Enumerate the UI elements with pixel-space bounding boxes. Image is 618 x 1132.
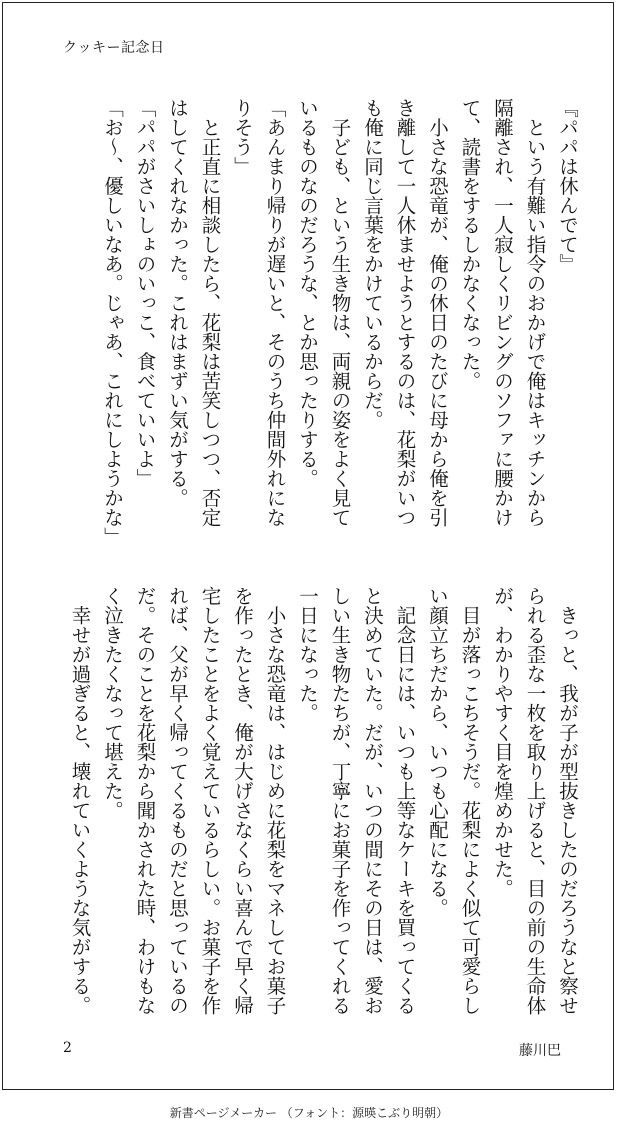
text-line: 記念日には、いつも上等なケーキを買ってくる — [393, 586, 417, 1015]
generator-credit: 新書ページメーカー （フォント：源暎こぶり明朝） — [169, 1106, 449, 1120]
text-line: 隔離され、一人寂しくリビングのソファに腰かけ — [491, 98, 514, 527]
text-line: だ。そのことを花梨から聞かされた時、わけもな — [133, 586, 157, 1015]
text-line: く泣きたくなって堪えた。 — [101, 586, 124, 820]
chapter-title: クッキー記念日 — [63, 40, 165, 56]
text-line: 子ども、という生き物は、両親の姿をよく見て — [328, 98, 352, 527]
text-line: と決めていた。だが、いつの間にその日は、愛お — [361, 586, 384, 1015]
text-line: きっと、我が子が型抜きしたのだろうなと察せ — [556, 586, 579, 1015]
text-block-top — [96, 98, 584, 548]
text-line: られる歪な一枚を取り上げると、目の前の生命体 — [523, 586, 547, 1015]
text-line: 「お〜、優しいなあ。じゃあ、これにしようかな」 — [101, 98, 124, 547]
text-line: 幸せが過ぎると、壊れていくような気がする。 — [68, 586, 92, 1015]
text-line: が、わかりやすく目を煌めかせた。 — [491, 586, 514, 898]
text-line: 『パパは休んでて』 — [556, 98, 579, 274]
text-line: き離して一人休ませようとするのは、花梨がいつ — [393, 98, 417, 527]
text-block-bottom — [63, 586, 583, 1015]
page-number: 2 — [63, 1040, 72, 1056]
text-line: という有難い指令のおかげで俺はキッチンから — [523, 98, 547, 527]
text-line: と正直に相談したら、花梨は苦笑しつつ、否定 — [198, 98, 222, 527]
text-line: を作ったとき、俺が大げさなくらい喜んで早く帰 — [231, 586, 254, 1015]
text-line: 一日になった。 — [296, 586, 319, 723]
text-line: 宅したことをよく覚えているらしい。お菓子を作 — [198, 586, 222, 1015]
text-line: 「あんまり帰りが遅いと、そのうち仲間外れにな — [263, 98, 287, 527]
text-line: いるものなのだろうな、とか思ったりする。 — [296, 98, 319, 488]
author-name: 藤川巴 — [519, 1043, 561, 1059]
text-line: い顔立ちだから、いつも心配になる。 — [426, 586, 449, 918]
text-line: も俺に同じ言葉をかけているからだ。 — [361, 98, 384, 430]
text-line: れば、父が早く帰ってくるものだと思っているの — [166, 586, 189, 1015]
text-line: て、読書をするしかなくなった。 — [458, 98, 482, 391]
text-line: 小さな恐竜は、はじめに花梨をマネしてお菓子 — [263, 586, 287, 1015]
text-line: 目が落っこちそうだ。花梨によく似て可愛らし — [458, 586, 482, 1015]
text-line: はしてくれなかった。これはまずい気がする。 — [166, 98, 189, 508]
book-page — [2, 2, 614, 1090]
text-line: りそう」 — [231, 98, 254, 176]
text-line: しい生き物たちが、丁寧にお菓子を作ってくれる — [328, 586, 352, 1015]
text-line: 小さな恐竜が、俺の休日のたびに母から俺を引 — [426, 98, 449, 527]
text-line: 「パパがさいしょのいっこ、食べていいよ」 — [133, 98, 157, 488]
